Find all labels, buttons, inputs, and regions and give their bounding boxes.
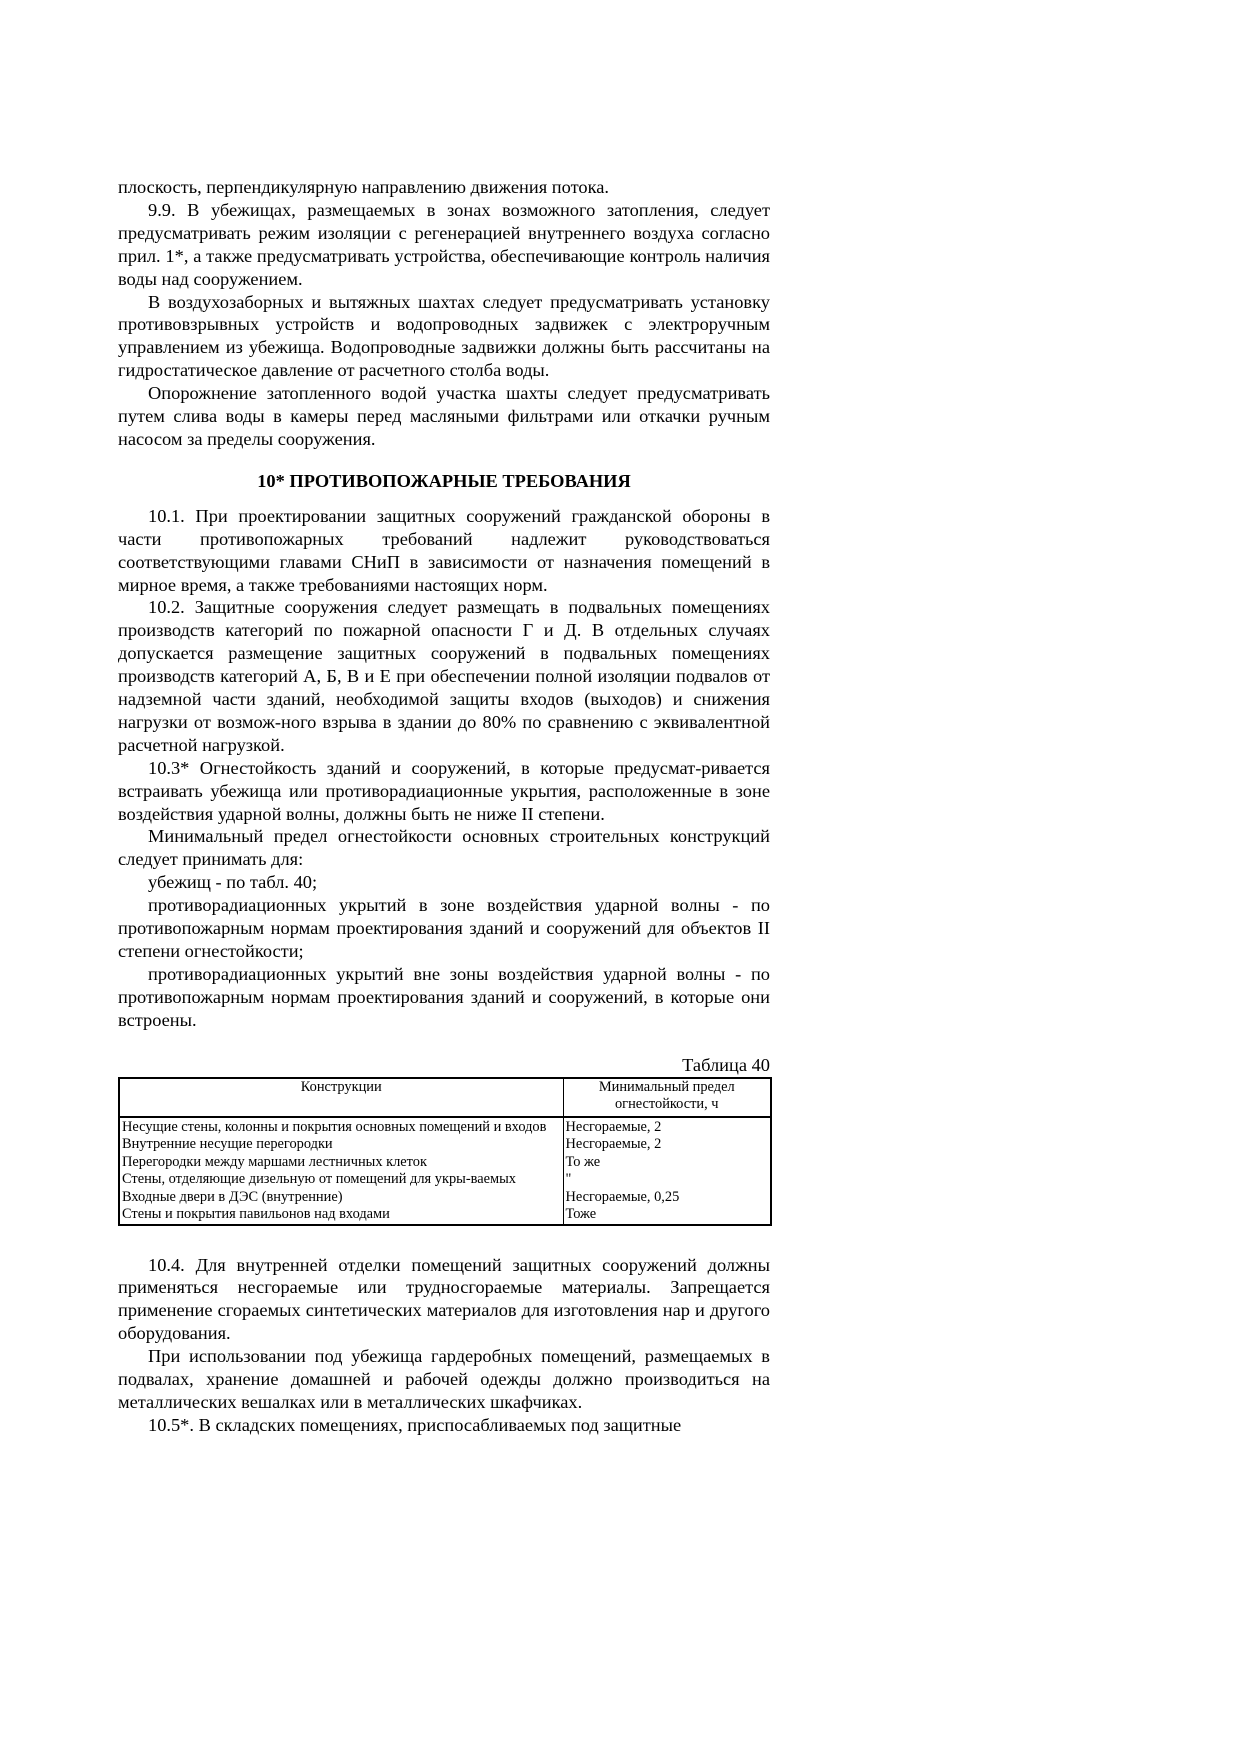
table-cell: Стены и покрытия павильонов над входами [119,1206,563,1225]
table-caption: Таблица 40 [682,1054,770,1075]
table-header-cell: Конструкции [119,1078,563,1117]
table-cell: Несгораемые, 2 [563,1136,771,1154]
paragraph-10-5: 10.5*. В складских помещениях, приспосабливаемых под защитные [148,1414,682,1435]
table-cell: Тоже [563,1206,771,1225]
fire-resistance-table [118,1077,772,1226]
table-cell: Входные двери в ДЭС (внутренние) [119,1189,563,1207]
table-cell: Внутренние несущие перегородки [119,1136,563,1154]
paragraph: Опорожнение затопленного водой участка шахты следует предусматривать путем слива воды в камеры перед масляными фильтрами или откачки ручным насосом за пределы сооружения. [118,383,770,449]
table-row [119,1154,771,1172]
paragraph: При использовании под убежища гардеробных помещений, размещаемых в подвалах, хранение домашней и рабочей одежды должно производиться на металлических вешалках или в металлических шкафчиках. [118,1346,770,1412]
paragraph-10-3: 10.3* Огнестойкость зданий и сооружений, в которые предусмат-ривается встраивать убежища или противорадиационные укрытия, расположенные в зоне воздействия ударной волны, должны быть не ниже II степени. [118,757,770,824]
table-header-row [119,1078,771,1117]
paragraph: В воздухозаборных и вытяжных шахтах следует предусматривать установку противовзрывных устройств и водопроводных задвижек с электроручным управлением из убежища. Водопроводные задвижки должны быть рассчитаны на гидростатическое давление от расчетного столба воды. [118,291,770,381]
section-title: 10* ПРОТИВОПОЖАРНЫЕ ТРЕБОВАНИЯ [257,470,631,491]
table-row [119,1136,771,1154]
table-cell: То же [563,1154,771,1172]
list-item: убежищ - по табл. 40; [148,872,318,893]
document-body [118,176,770,1437]
table-cell: Стены, отделяющие дизельную от помещений для укры-ваемых [119,1171,563,1189]
table-row [119,1171,771,1189]
paragraph-10-2: 10.2. Защитные сооружения следует размещать в подвальных помещениях производств категорий по пожарной опасности Г и Д. В отдельных случаях допускается размещение защитных сооружений в подвальных помещениях производств категорий А, Б, В и Е при обеспечении полной изоляции подвалов от надземной части зданий, необходимой защиты входов (выходов) и снижения нагрузки от возмож-ного взрыва в здании до 80% по сравнению с эквивалентной расчетной нагрузкой. [118,597,770,755]
table-cell: Перегородки между маршами лестничных клеток [119,1154,563,1172]
list-item: противорадиационных укрытий в зоне воздействия ударной волны - по противопожарным нормам проектирования зданий и сооружений для объектов II степени огнестойкости; [118,895,770,961]
list-item: противорадиационных укрытий вне зоны воздействия ударной волны - по противопожарным нормам проектирования зданий и сооружений, в которые они встроены. [118,963,770,1030]
table-header-cell: Минимальный предел огнестойкости, ч [563,1078,771,1117]
table-cell: Несгораемые, 2 [563,1117,771,1137]
paragraph: Минимальный предел огнестойкости основных строительных конструкций следует принимать для: [118,826,770,870]
table-row [119,1206,771,1225]
table-row [119,1189,771,1207]
paragraph-10-1: 10.1. При проектировании защитных сооружений гражданской обороны в части противопожарных требований надлежит руководствоваться соответствующими главами СНиП в зависимости от назначения помещений в мирное время, а также требованиями настоящих норм. [118,505,770,595]
paragraph-9-9: 9.9. В убежищах, размещаемых в зонах возможного затопления, следует предусматривать режим изоляции с регенерацией внутреннего воздуха согласно прил. 1*, а также предусматривать устройства, обеспечивающие контроль наличия воды над сооружением. [118,199,770,289]
table-row [119,1117,771,1137]
table-cell: Несгораемые, 0,25 [563,1189,771,1207]
table-cell: " [563,1171,771,1189]
paragraph: плоскость, перпендикулярную направлению движения потока. [118,177,609,197]
paragraph-10-4: 10.4. Для внутренней отделки помещений защитных сооружений должны применяться несгораемые или трудносгораемые материалы. Запрещается применение сгораемых синтетических материалов для изготовления нар и другого оборудования. [118,1254,770,1344]
table-cell: Несущие стены, колонны и покрытия основных помещений и входов [119,1117,563,1137]
